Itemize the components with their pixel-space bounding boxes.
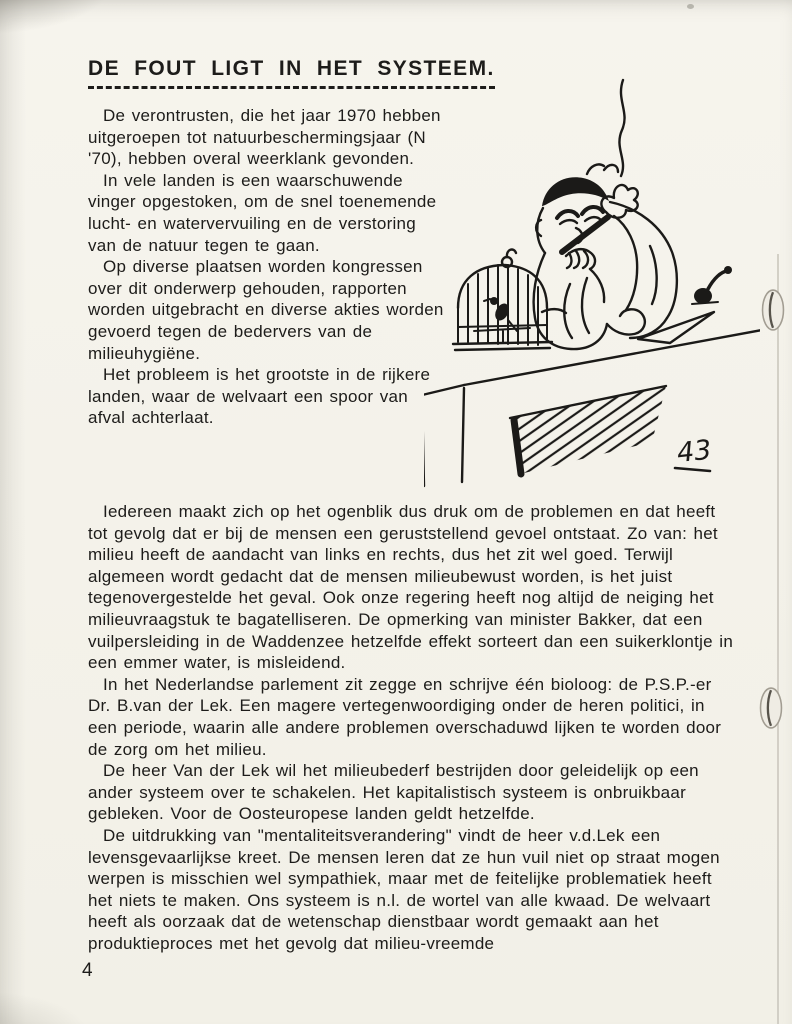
- desk-hatching: [512, 386, 666, 474]
- birdcage: [453, 250, 552, 350]
- paragraph: In vele landen is een waarschuwende vinger opgestoken, om de snel toenemende lucht- en watervervuiling en de verstoring van de natuur tegen te gaan.: [88, 170, 437, 255]
- binder-ring-top: [760, 288, 786, 332]
- page-number: 4: [82, 960, 94, 981]
- cartoon-illustration: [424, 50, 760, 496]
- paragraph: De verontrusten, die het jaar 1970 hebben uitgeroepen tot natuurbeschermingsjaar (N '70), hebben overal weerklank gevonden.: [88, 106, 441, 169]
- cartoon-drawing: [424, 50, 760, 496]
- page-edge-crease: [777, 254, 779, 1024]
- scan-speck: [687, 4, 694, 9]
- paragraph: In het Nederlandse parlement zit zegge en schrijve één bioloog: de P.S.P.-er Dr. B.van der Lek. Een magere vertegenwoordiging onder de heren politici, in een periode, waarin alle andere problemen overschaduwd lijken te worden door de zorg om het milieu.: [88, 674, 722, 759]
- svg-text:43: 43: [675, 434, 713, 469]
- illustration-signature: [675, 435, 713, 471]
- paragraph: Op diverse plaatsen worden kongressen over dit onderwerp gehouden, rapporten worden uitgebracht en diverse akties worden gevoerd tegen de bedervers van de milieuhygiëne.: [88, 257, 444, 363]
- paragraph: Iedereen maakt zich op het ogenblik dus druk om de problemen en dat heeft tot gevolg dat er bij de mensen een geruststellend gevoel ontstaat. Zo van: het milieu heeft de aandacht van links en rechts, dus het zit wel goed. Terwijl algemeen wordt gedacht dat de mensen milieubewust worden, is het juist tegenovergestelde het geval. Ook onze regering heeft nog altijd de neiging het milieuvraagstuk te bagatelliseren. De opmerking van minister Bakker, dat een vuilpersleiding in de Waddenzee hetzelfde effekt sorteert dan een suikerklontje in een emmer water, is misleidend.: [88, 502, 734, 673]
- binder-ring-bottom: [758, 686, 784, 730]
- paragraph: De heer Van der Lek wil het milieubederf bestrijden door geleidelijk op een ander systeem over te schakelen. Het kapitalistisch systeem is onbruikbaar gebleken. Voor de Oosteuropese landen geldt hetzelfde.: [88, 761, 699, 824]
- smoking-man: [534, 164, 677, 349]
- bird: [474, 297, 530, 342]
- paragraph: Het probleem is het grootste in de rijkere landen, waar de welvaart een spoor van afval achterlaat.: [88, 365, 431, 428]
- body-text: [88, 501, 740, 954]
- article-heading: DE FOUT LIGT IN HET SYSTEEM.: [88, 57, 495, 89]
- paragraph: De uitdrukking van "mentaliteitsverandering" vindt de heer v.d.Lek een levensgevaarlijkse kreet. De mensen leren dat ze hun vuil niet op straat mogen werpen is misschien wel sympathiek, maar met de feitelijke problematiek heeft het niets te maken. Ons systeem is n.l. de wortel van alle kwaad. De welvaart heeft als oorzaak dat de wetenschap dienstbaar wordt gemaakt aan het produktieproces met het gevolg dat milieu-vreemde: [88, 825, 720, 953]
- intro-column: [88, 105, 446, 501]
- pipe: [692, 266, 732, 304]
- paper-sheet: [638, 312, 714, 343]
